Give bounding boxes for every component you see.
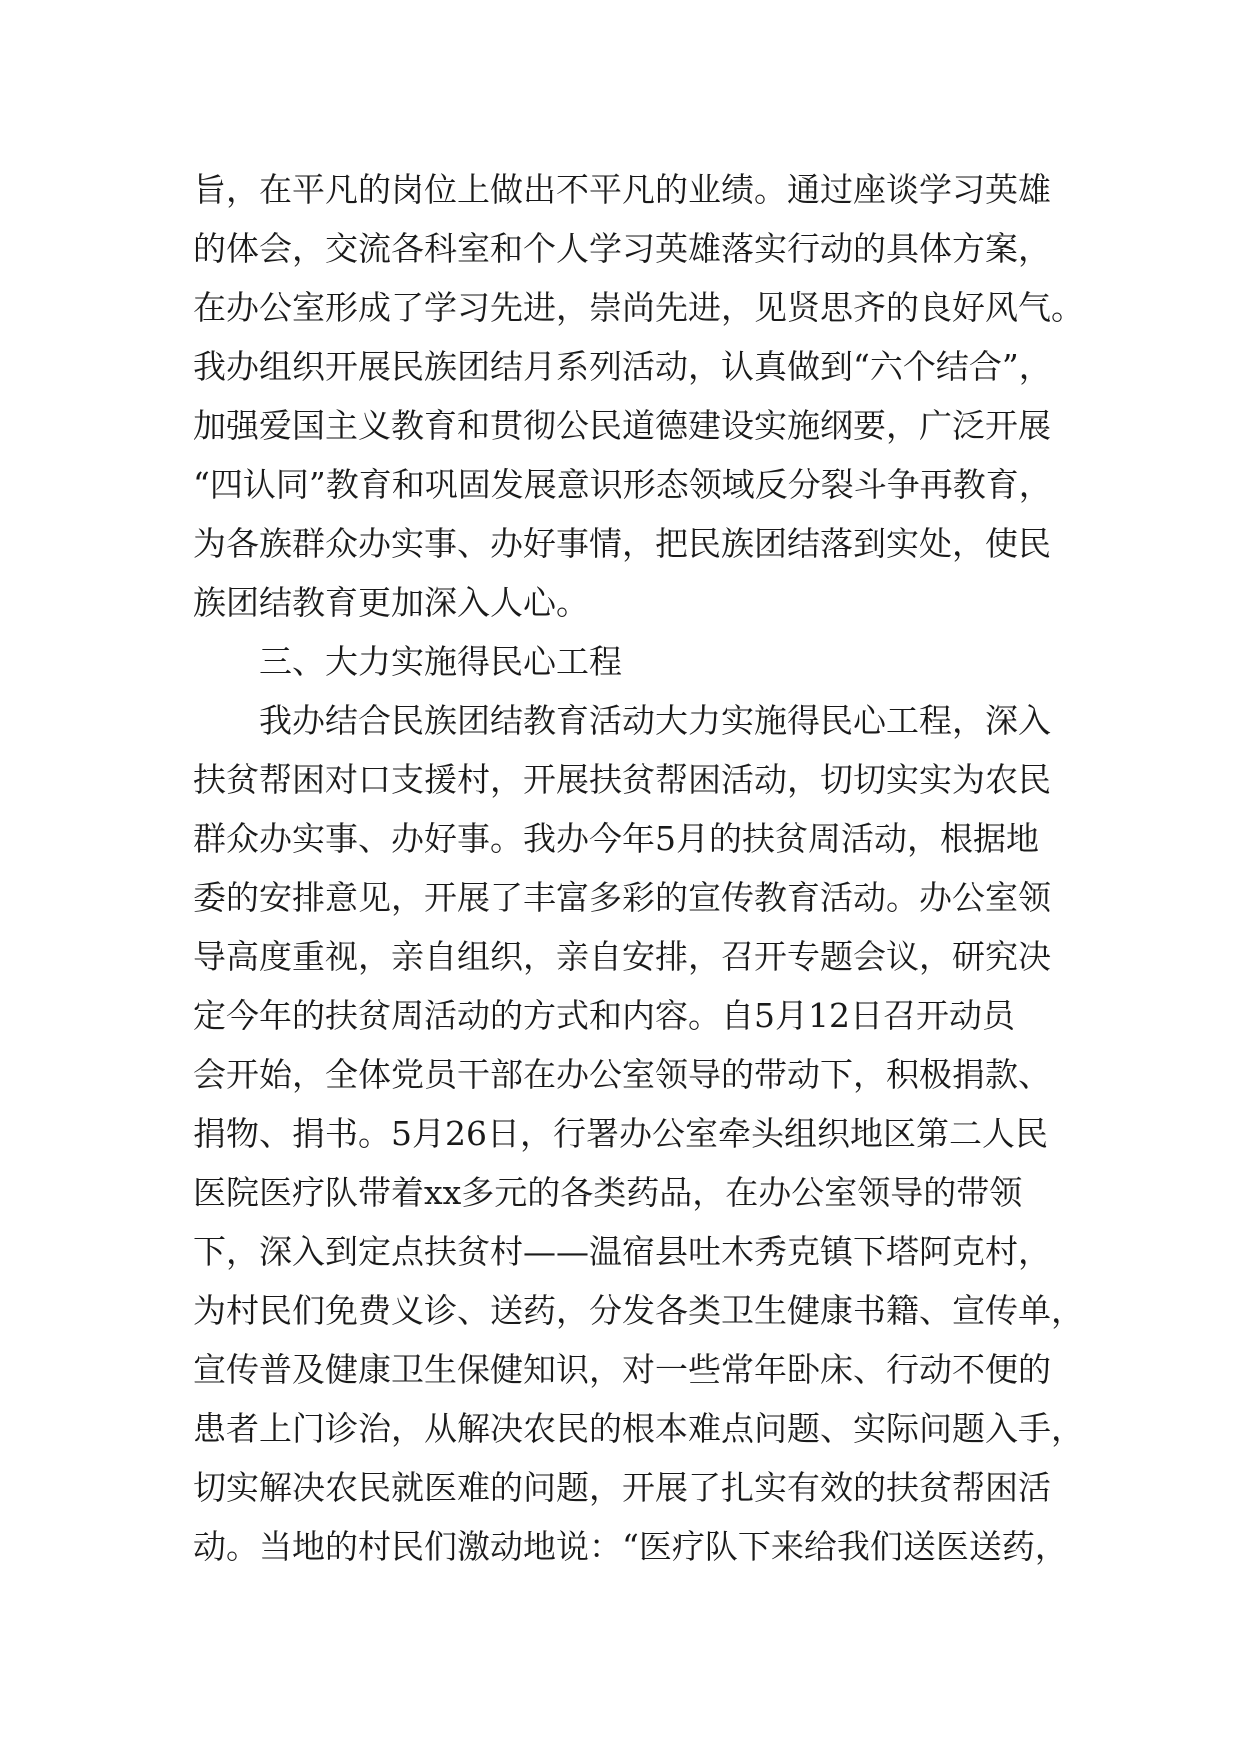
paragraph-first-line: 我办结合民族团结教育活动大力实施得民心工程，深入 — [259, 701, 1051, 740]
document-body — [193, 160, 1084, 1576]
paragraph-line: 捐物、捐书。5月26日，行署办公室牵头组织地区第二人民 — [193, 1114, 1048, 1153]
paragraph-line: 加强爱国主义教育和贯彻公民道德建设实施纲要，广泛开展 — [193, 406, 1051, 445]
paragraph-line: 定今年的扶贫周活动的方式和内容。自5月12日召开动员 — [193, 996, 1015, 1035]
paragraph-line: 切实解决农民就医难的问题，开展了扎实有效的扶贫帮困活 — [193, 1468, 1051, 1507]
paragraph-line: 在办公室形成了学习先进，崇尚先进，见贤思齐的良好风气。 — [193, 288, 1084, 327]
paragraph-line: 为各族群众办实事、办好事情，把民族团结落到实处，使民 — [193, 524, 1051, 563]
paragraph-line: 旨，在平凡的岗位上做出不平凡的业绩。通过座谈学习英雄 — [193, 170, 1051, 209]
paragraph-line: 动。当地的村民们激动地说：“医疗队下来给我们送医送药， — [193, 1527, 1068, 1566]
paragraph-line: 为村民们免费义诊、送药，分发各类卫生健康书籍、宣传单， — [193, 1291, 1084, 1330]
paragraph-line: 委的安排意见，开展了丰富多彩的宣传教育活动。办公室领 — [193, 878, 1051, 917]
paragraph-line: 我办组织开展民族团结月系列活动，认真做到“六个结合”， — [193, 347, 1052, 386]
section-heading: 三、大力实施得民心工程 — [259, 642, 622, 681]
paragraph-line: 下，深入到定点扶贫村——温宿县吐木秀克镇下塔阿克村， — [193, 1232, 1051, 1271]
paragraph-line: 群众办实事、办好事。我办今年5月的扶贫周活动，根据地 — [193, 819, 1039, 858]
paragraph-line: 族团结教育更加深入人心。 — [193, 583, 589, 622]
paragraph-line: 扶贫帮困对口支援村，开展扶贫帮困活动，切切实实为农民 — [193, 760, 1051, 799]
paragraph-line: 会开始，全体党员干部在办公室领导的带动下，积极捐款、 — [193, 1055, 1051, 1094]
paragraph-line: 宣传普及健康卫生保健知识，对一些常年卧床、行动不便的 — [193, 1350, 1051, 1389]
paragraph-line: 的体会，交流各科室和个人学习英雄落实行动的具体方案， — [193, 229, 1051, 268]
paragraph-line: “四认同”教育和巩固发展意识形态领域反分裂斗争再教育， — [193, 465, 1052, 504]
paragraph-line: 导高度重视，亲自组织，亲自安排，召开专题会议，研究决 — [193, 937, 1051, 976]
paragraph-line: 医院医疗队带着xx多元的各类药品，在办公室领导的带领 — [193, 1173, 1023, 1212]
paragraph-line: 患者上门诊治，从解决农民的根本难点问题、实际问题入手， — [193, 1409, 1084, 1448]
